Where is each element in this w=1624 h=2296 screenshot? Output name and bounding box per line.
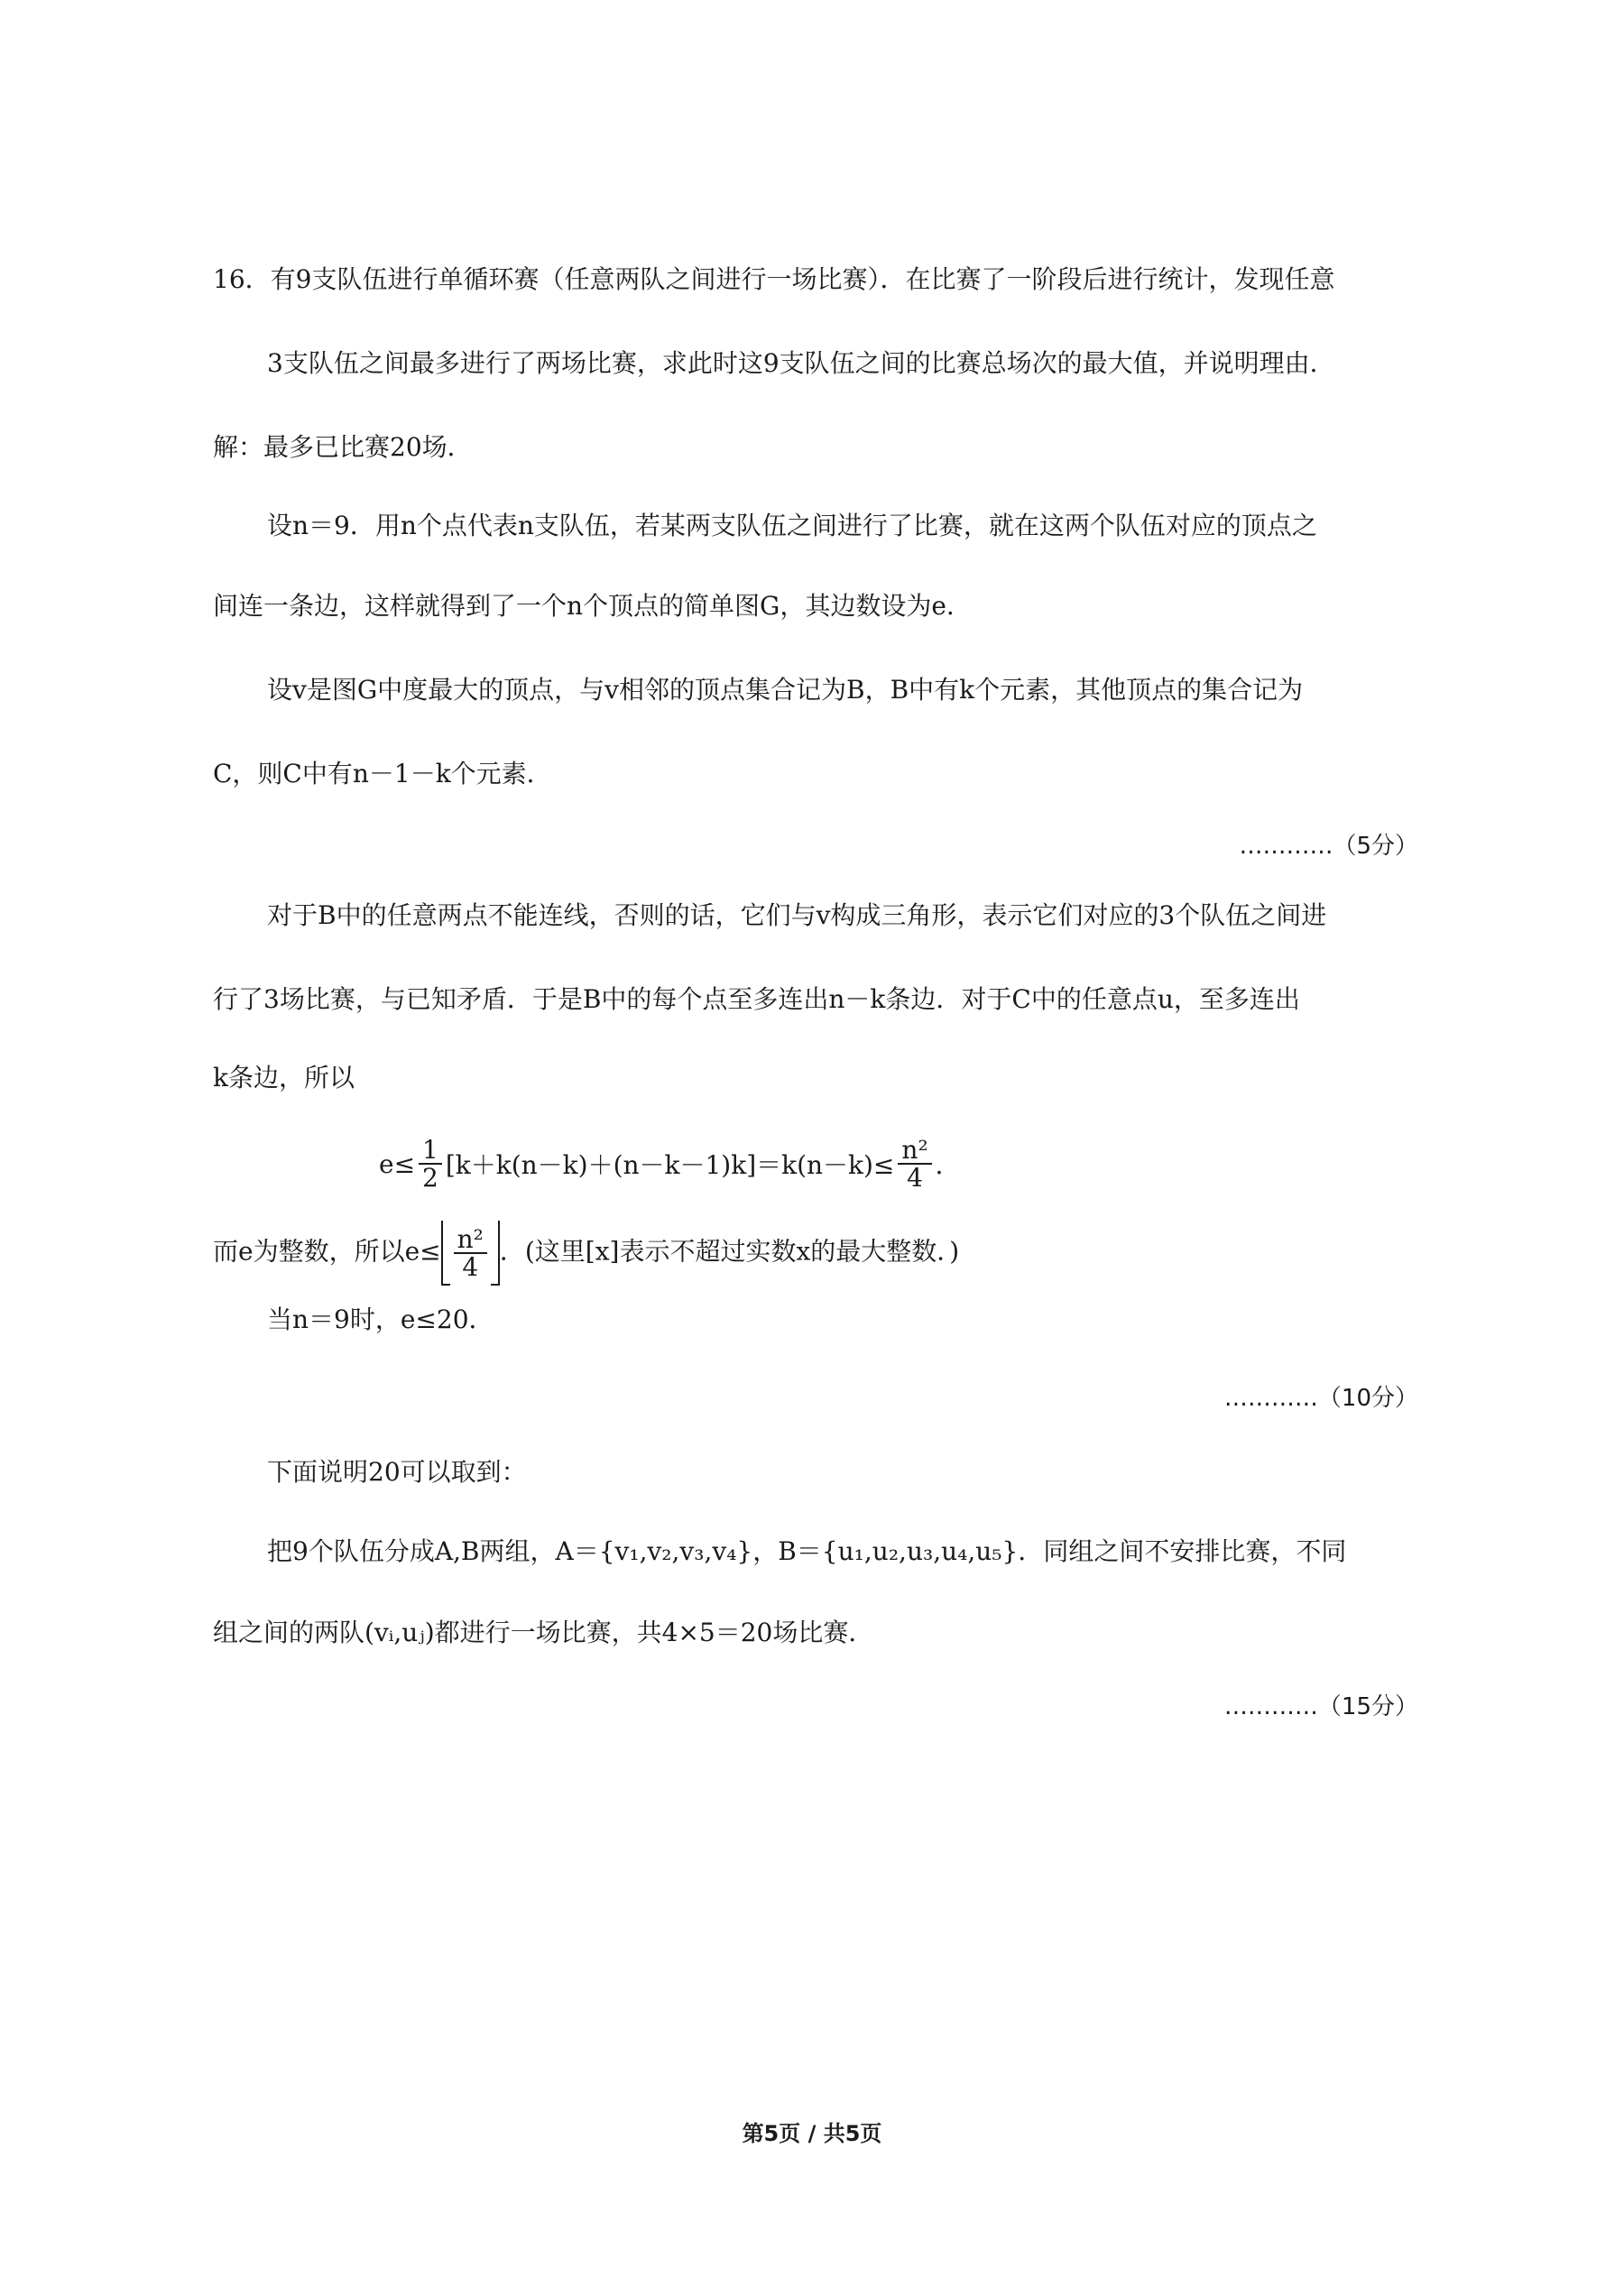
fraction-one-half: [419, 1134, 442, 1193]
paragraph-bound-line-3: k条边，所以: [213, 1063, 355, 1093]
paragraph-graph-model-line-2: 间连一条边，这样就得到了一个n个顶点的简单图G，其边数设为e．: [213, 591, 972, 621]
floor-suffix: ．(这里[x]表示不超过实数x的最大整数．): [499, 1236, 960, 1267]
score-marker-5: …………（5分）: [1239, 833, 1418, 860]
score-marker-15: …………（15分）: [1223, 1693, 1418, 1720]
fraction-n-squared-over-4: [898, 1134, 931, 1193]
formula-end: ．: [935, 1150, 961, 1180]
fraction-numerator: n²: [454, 1226, 487, 1254]
page-footer: 第5页 / 共5页: [742, 2121, 882, 2146]
problem-statement-line-2: 3支队伍之间最多进行了两场比赛，求此时这9支队伍之间的比赛总场次的最大值，并说明理由．: [267, 348, 1335, 378]
display-formula: [379, 1119, 961, 1209]
paragraph-n9-case: 当n＝9时，e≤20．: [267, 1305, 494, 1334]
paragraph-max-degree-line-1: 设v是图G中度最大的顶点，与v相邻的顶点集合记为B，B中有k个元素，其他顶点的集合记为: [267, 675, 1304, 705]
floor-bracket: [441, 1221, 500, 1286]
fraction-numerator: n²: [898, 1137, 931, 1165]
paragraph-construction-line-2: 组之间的两队(vᵢ,uⱼ)都进行一场比赛，共4×5＝20场比赛．: [213, 1618, 874, 1647]
paragraph-achievability: 下面说明20可以取到：: [267, 1457, 527, 1487]
formula-lhs: e≤: [379, 1148, 416, 1179]
paragraph-bound-line-2: 行了3场比赛，与已知矛盾．于是B中的每个点至多连出n－k条边．对于C中的任意点u，至多连出: [213, 984, 1300, 1014]
fraction-numerator: 1: [419, 1137, 442, 1165]
paragraph-floor: [213, 1221, 959, 1286]
paragraph-graph-model-line-1: 设n＝9．用n个点代表n支队伍，若某两支队伍之间进行了比赛，就在这两个队伍对应的顶点之: [267, 511, 1317, 540]
paragraph-max-degree-line-2: C，则C中有n－1－k个元素．: [213, 759, 552, 788]
fraction-denominator: 4: [907, 1163, 923, 1193]
score-marker-10: …………（10分）: [1223, 1385, 1418, 1412]
fraction-denominator: 4: [462, 1252, 479, 1282]
paragraph-construction-line-1: 把9个队伍分成A,B两组，A＝{v₁,v₂,v₃,v₄}，B＝{u₁,u₂,u₃,u₄,u₅}．同组之间不安排比赛，不同: [267, 1536, 1347, 1566]
fraction-denominator: 2: [422, 1163, 438, 1193]
problem-statement-line-1: 16．有9支队伍进行单循环赛（任意两队之间进行一场比赛）．在比赛了一阶段后进行统计，发现任意: [213, 264, 1335, 294]
formula-middle: [k＋k(n－k)＋(n－k－1)k]＝k(n－k)≤: [445, 1150, 895, 1180]
paragraph-bound-line-1: 对于B中的任意两点不能连线，否则的话，它们与v构成三角形，表示它们对应的3个队伍之间进: [267, 900, 1327, 930]
floor-prefix: 而e为整数，所以e≤: [213, 1236, 441, 1267]
answer-summary: 解：最多已比赛20场．: [213, 432, 473, 462]
